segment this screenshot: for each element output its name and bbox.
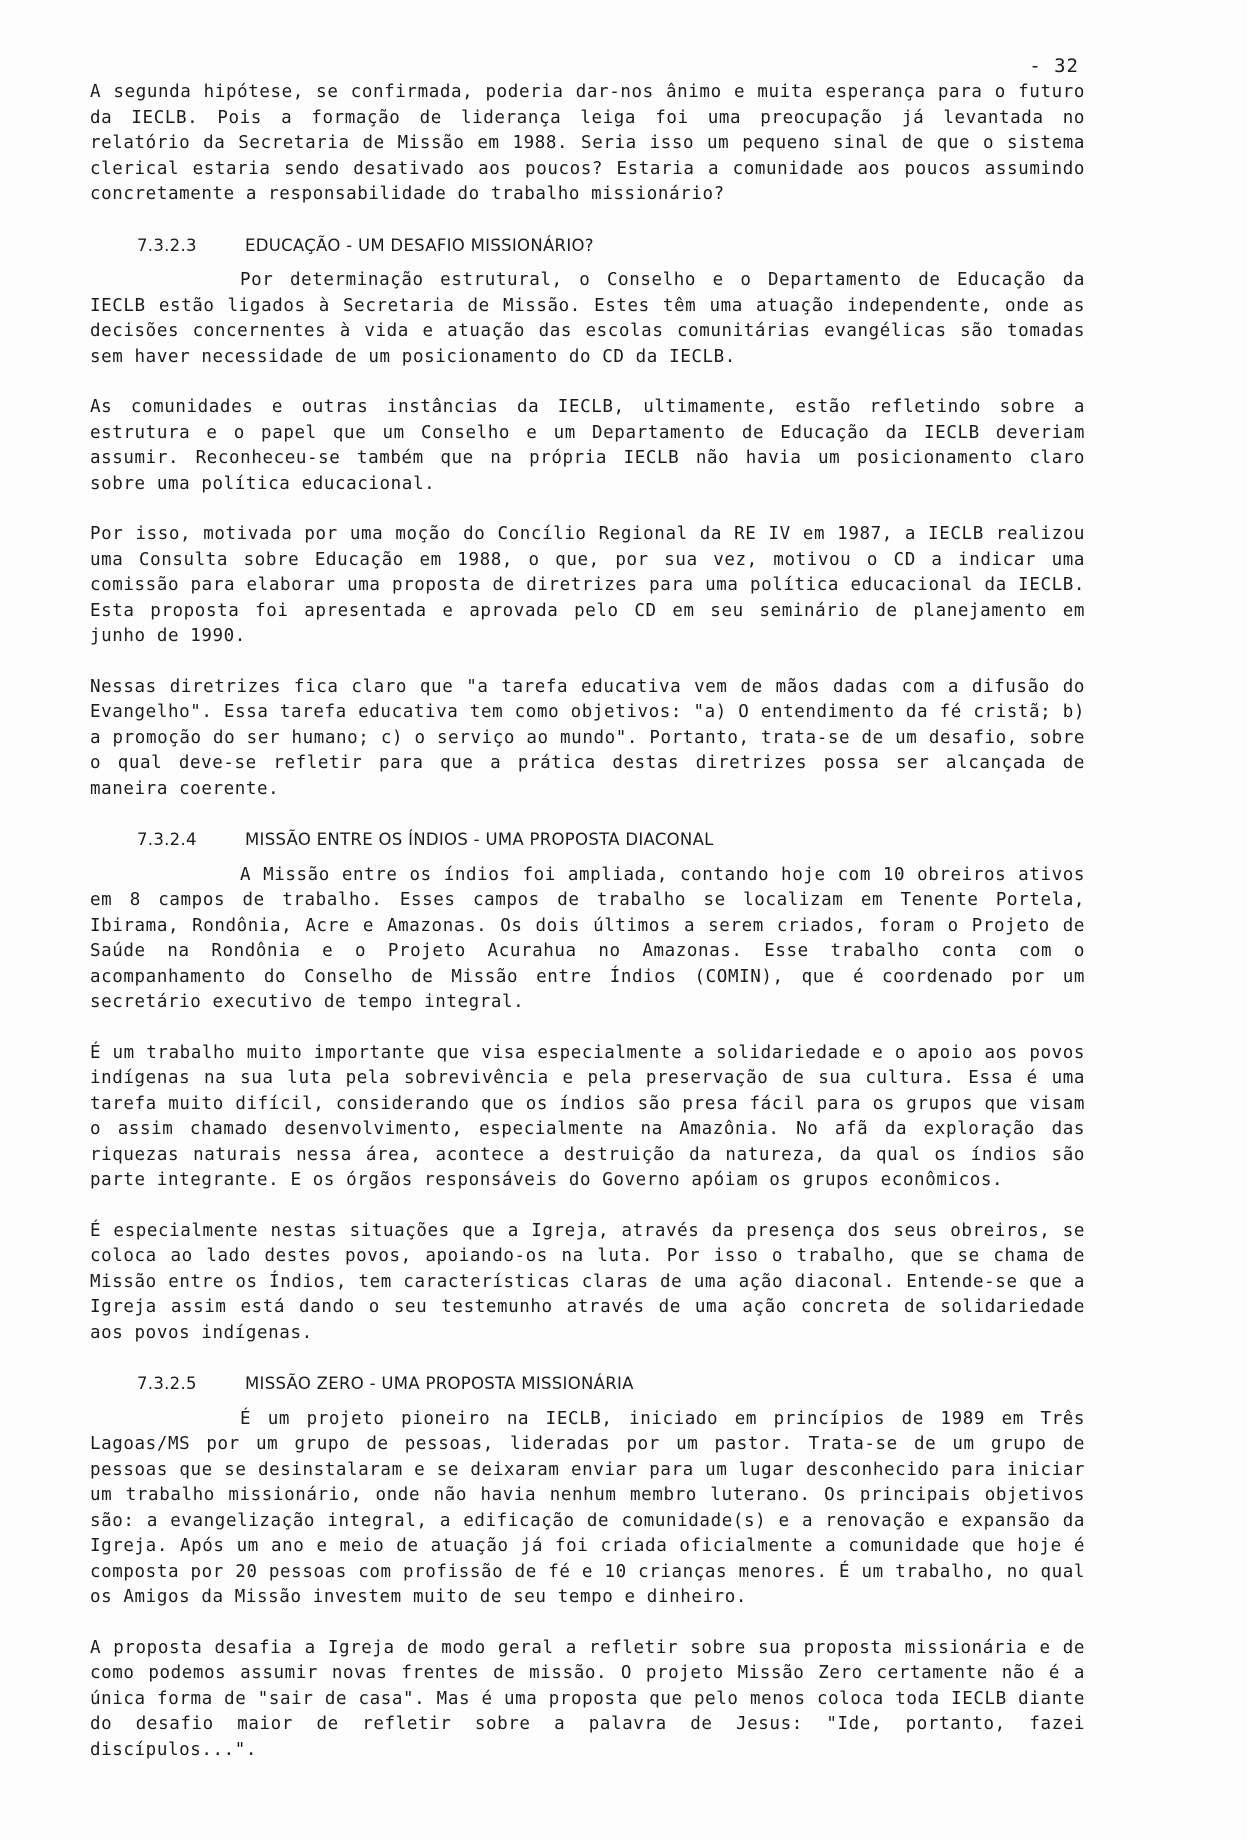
section-number: 7.3.2.5 [137,1374,197,1393]
paragraph-missao-zero-desafio: A proposta desafia a Igreja de modo geral a refletir sobre sua proposta missionária e de como podemos assumir novas frentes de missão. O projeto Missão Zero certamente não é a única forma de "sair de casa". Mas é uma proposta que pelo menos coloca toda IECLB diante do desafio maior de refletir sobre a palavra de Jesus: "Ide, portanto, fazei discípulos...". [90,1637,1085,1760]
paragraph-missao-zero-projeto: É um projeto pioneiro na IECLB, iniciado em princípios de 1989 em Três Lagoas/MS por um grupo de pessoas, lideradas por um pastor. Trata-se de um grupo de pessoas que se desinstalaram e se deixaram enviar para um lugar desconhecido para iniciar um trabalho missionário, onde não havia nenhum membro luterano. Os principais objetivos são: a evangelização integral, a edificação de comunidade(s) e a renovação e expansão da Igreja. Após um ano e meio de atuação já foi criada oficialmente a comunidade que hoje é composta por 20 pessoas com profissão de fé e 10 crianças menores. É um trabalho, no qual os Amigos da Missão investem muito de seu tempo e dinheiro. [90,1408,1085,1607]
section-heading-7-3-2-4 [137,827,1085,853]
paragraph-indios-solidariedade: É um trabalho muito importante que visa especialmente a solidariedade e o apoio aos povos indígenas na sua luta pela sobrevivência e pela preservação de sua cultura. Essa é uma tarefa muito difícil, considerando que os índios são presa fácil para os grupos que visam o assim chamado desenvolvimento, especialmente na Amazônia. No afã da exploração das riquezas naturais nessa área, acontece a destruição da natureza, da qual os índios são parte integrante. E os órgãos responsáveis do Governo apóiam os grupos econômicos. [90,1042,1085,1190]
section-heading-7-3-2-3 [137,233,1085,259]
paragraph-indios-ampliada: A Missão entre os índios foi ampliada, contando hoje com 10 obreiros ativos em 8 campos de trabalho. Esses campos de trabalho se localizam em Tenente Portela, Ibirama, Rondônia, Acre e Amazonas. Os dois últimos a serem criados, foram o Projeto de Saúde na Rondônia e o Projeto Acurahua no Amazonas. Esse trabalho conta com o acompanhamento do Conselho de Missão entre Índios (COMIN), que é coordenado por um secretário executivo de tempo integral. [90,864,1085,1012]
section-number: 7.3.2.4 [137,830,197,849]
section-title: MISSÃO ZERO - UMA PROPOSTA MISSIONÁRIA [245,1374,634,1393]
section-heading-7-3-2-5 [137,1371,1085,1397]
section-title: MISSÃO ENTRE OS ÍNDIOS - UMA PROPOSTA DIACONAL [245,830,714,849]
page-number: - 32 [1029,55,1079,77]
document-body [90,80,1085,1788]
paragraph-indios-diaconal: É especialmente nestas situações que a Igreja, através da presença dos seus obreiros, se coloca ao lado destes povos, apoiando-os na luta. Por isso o trabalho, que se chama de Missão entre os Índios, tem características claras de uma ação diaconal. Entende-se que a Igreja assim está dando o seu testemunho através de uma ação concreta de solidariedade aos povos indígenas. [90,1220,1085,1343]
section-title: EDUCAÇÃO - UM DESAFIO MISSIONÁRIO? [245,235,594,255]
section-number: 7.3.2.3 [137,235,197,255]
paragraph-educacao-estrutura: Por determinação estrutural, o Conselho e o Departamento de Educação da IECLB estão ligados à Secretaria de Missão. Estes têm uma atuação independente, onde as decisões concernentes à vida e atuação das escolas comunitárias evangélicas são tomadas sem haver necessidade de um posicionamento do CD da IECLB. [90,270,1085,367]
paragraph-educacao-comunidades: As comunidades e outras instâncias da IECLB, ultimamente, estão refletindo sobre a estrutura e o papel que um Conselho e um Departamento de Educação da IECLB deveriam assumir. Reconheceu-se também que na própria IECLB não havia um posicionamento claro sobre uma política educacional. [90,397,1085,494]
paragraph-educacao-diretrizes: Nessas diretrizes fica claro que "a tarefa educativa vem de mãos dadas com a difusão do Evangelho". Essa tarefa educativa tem como objetivos: "a) O entendimento da fé cristã; b) a promoção do ser humano; c) o serviço ao mundo". Portanto, trata-se de um desafio, sobre o qual deve-se refletir para que a prática destas diretrizes possa ser alcançada de maneira coerente. [90,676,1085,799]
paragraph-liderança-leiga: A segunda hipótese, se confirmada, poderia dar-nos ânimo e muita esperança para o futuro da IECLB. Pois a formação de liderança leiga foi uma preocupação já levantada no relatório da Secretaria de Missão em 1988. Seria isso um pequeno sinal de que o sistema clerical estaria sendo desativado aos poucos? Estaria a comunidade aos poucos assumindo concretamente a responsabilidade do trabalho missionário? [90,82,1085,204]
paragraph-educacao-consulta: Por isso, motivada por uma moção do Concílio Regional da RE IV em 1987, a IECLB realizou uma Consulta sobre Educação em 1988, o que, por sua vez, motivou o CD a indicar uma comissão para elaborar uma proposta de diretrizes para uma política educacional da IECLB. Esta proposta foi apresentada e aprovada pelo CD em seu seminário de planejamento em junho de 1990. [90,524,1085,646]
